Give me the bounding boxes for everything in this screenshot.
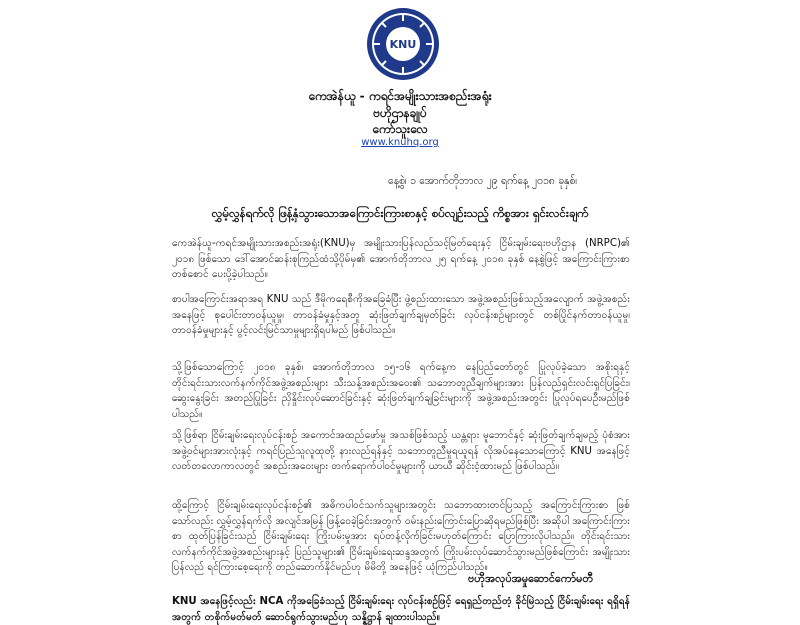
location-line: ကော်သူးလေ [372, 122, 428, 136]
paragraph-1: ကေအဲန်ယူ-ကရင်အမျိုးသားအစည်းအရုံး(KNU)မှ အမျိုးသားပြန်လည်သင့်မြတ်ရေးနှင့် ငြိမ်းချမ်းရေးဗဟိုဌာန (NRPC)၏ ၂၀၁၈ ဖြစ်သော ဒေါ်အောင်ဆန်းစုကြည်ထံသို့ပိုမ်မှ၏ အောက်တိုဘာလ ၂၅ ရက်နေ့ ၂၀၁၈ ခုနှစ် နေ့စွဲဖြင့် အကြောင်းကြားစာ တစ်စောင် ပေးပို့ခဲ့ပါသည်။ [172, 238, 630, 280]
knu-seal-logo [365, 6, 441, 82]
org-name-line: ကေအဲန်ယူ - ကရင်အမျိုးသားအစည်းအရုံး [308, 89, 492, 103]
signature: ဗဟိုအလုပ်အမှုဆောင်ကော်မတီ [468, 572, 594, 585]
headquarters-line: ဗဟိုဌာနချုပ် [373, 106, 427, 120]
paragraph-6: KNU အနေဖြင့်လည်း NCA ကိုအခြေခံသည့် ငြိမ်းချမ်းရေး လုပ်ငန်းစဉ်ဖြင့် ရေရှည်တည်တံ့ ခိုင်မြဲသည့် ငြိမ်းချမ်းရေး ရရှိရန်အတွက် တစိုက်မတ်မတ် ဆောင်ရွက်သွားမည်ဟု သန္နိဋ္ဌာန် ချထားပါသည်။ [172, 596, 630, 623]
website-link[interactable]: www.knuhq.org [361, 137, 439, 148]
paragraph-2: စာပါအကြောင်းအရာအရ KNU သည် ဒီမိုကရေစီကိုအခြေခံပြီး ဖွဲ့စည်းထားသော အဖွဲ့အစည်းဖြစ်သည့်အလျောက် အဖွဲ့အစည်းအနေဖြင့် စုပေါင်းတာဝန်ယူမှု၊ တာဝန်ခံမှုနှင့်အတူ ဆုံးဖြတ်ချက်ချမှတ်ခြင်း လုပ်ငန်းစဉ်များတွင် တစ်ပြိုင်နက်တာဝန်ယူမှု၊ တာဝန်ခံမှုများနှင့် ပွင့်လင်းမြင်သာမှုများရှိရပါမည် ဖြစ်ပါသည်။ [172, 294, 630, 336]
statement-subject: လွှမ့်လွှန်ရက်လို ဖြန့်နှံသွားသောအကြောင်းကြားစာနှင့် စပ်လျဉ်းသည့် ကိစ္စအား ရှင်းလင်းချက် [211, 206, 589, 220]
statement-date: နေ့စွဲ၊ ၁ အောက်တိုဘာလ ၂၉ ရက်နေ့ ၂၀၁၈ ခုနှစ်၊ [388, 175, 578, 187]
paragraph-3: သို့ဖြစ်သောကြောင့် ၂၀၁၈ ခုနှစ်၊ အောက်တိုဘာလ ၁၅-၁၆ ရက်နေ့က နေပြည်တော်တွင် ပြုလုပ်ခဲ့သော အစိုးရနှင့် တိုင်းရင်းသားလက်နက်ကိုင်အဖွဲ့အစည်းများ သီးသန့်အစည်းအဝေး၏ သဘောတူညီချက်များအား ပြန်လည်ရှင်းလင်းရှင်ပြခြင်း၊ ဆွေးနွေးခြင်း အတည်ပြုခြင်း ညှိနှိုင်းလုပ်ဆောင်ခြင်းနှင့် ဆုံးဖြတ်ချက်ချခြင်းများကို အဖွဲ့အစည်းအတွင်း ပြုလုပ်ရပေဦးမည်ဖြစ်ပါသည်။ [172, 362, 630, 420]
seal-center-text: KNU [389, 38, 417, 51]
paragraph-4: သို့ဖြစ်ရာ ငြိမ်းချမ်းရေးလုပ်ငန်းစဉ် အကောင်အထည်ဖော်မှု အသစ်ဖြစ်သည့် ယန္တရား မူဘောင်နှင့် ဆုံးဖြတ်ချက်ချမည့် ပုံစံအား အဖွဲ့ဝင်များအားလုံးနှင့် ကရင်ပြည်သူလူထုတို့ နားလည်ရန်နှင့် သဘောတူညီမှုရယူရန် လိုအပ်နေသောကြောင့် KNU အနေဖြင့် လတ်တလောကာလတွင် အစည်းအဝေးများ တက်ရောက်ပါဝင်မှုများကို ယာယီ ဆိုင်းငံ့ထားမည် ဖြစ်ပါသည်။ [172, 430, 630, 472]
paragraph-5: ထို့ကြောင့် ငြိမ်းချမ်းရေးလုပ်ငန်းစဉ်၏ အဓိကပါဝင်သက်သူများအတွင်း သဘောထားတင်ပြသည့် အကြောင်းကြားစာ ဖြစ်သော်လည်း လွှမ့်လွှန်ရက်လို အလျင်အမြန် ဖြန့်ဝေခဲ့ခြင်းအတွက် ဝမ်းနည်းကြောင်းပြောဆိုရမည်ဖြစ်ပြီး အဆိုပါ အကြောင်းကြားစာ ထုတ်ပြန်ခြင်းသည် ငြိမ်းချမ်းရေး ကြိုးပမ်းမှုအား ရပ်တန့်လိုက်ခြင်းမဟုတ်ကြောင်း ပြောကြားလိုပါသည်။ တိုင်းရင်းသားလက်နက်ကိုင်အဖွဲ့အစည်းများနှင့် ပြည်သူများ၏ ငြိမ်းချမ်းရေးဆန္ဒအတွက် ကြိုးပမ်းလုပ်ဆောင်သွားမည်ဖြစ်ကြောင်း အမျိုးသားပြန်လည် ရင်ကြားစေ့ရေးကို တည်ဆောက်နိုင်မည်ဟု မိမိတို့ အနေဖြင့် ယုံကြည်ပါသည်။ [172, 500, 630, 573]
